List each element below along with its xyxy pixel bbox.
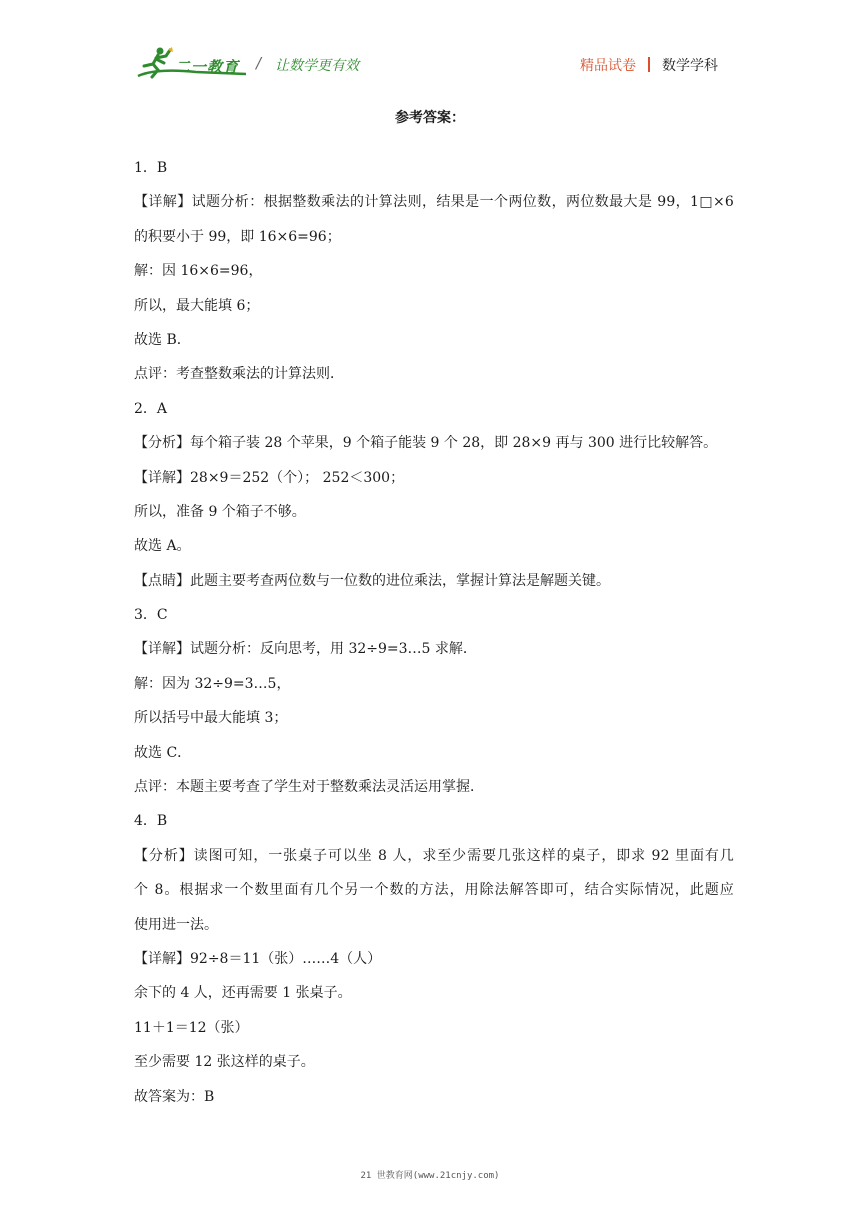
answer-line: 【分析】每个箱子装 28 个苹果，9 个箱子能装 9 个 28，即 28×9 再与 300 进行比较解答。 bbox=[134, 435, 718, 452]
header-right bbox=[580, 55, 718, 75]
answer-line: 11＋1＝12（张） bbox=[134, 1019, 249, 1036]
answer-line: 个 8。根据求一个数里面有几个另一个数的方法，用除法解答即可，结合实际情况，此题应 bbox=[134, 882, 734, 899]
answer-line: 【点睛】此题主要考查两位数与一位数的进位乘法，掌握计算法是解题关键。 bbox=[134, 572, 610, 589]
answer-line: 【详解】28×9＝252（个）； 252＜300； bbox=[134, 469, 405, 486]
answer-line: 故选 B． bbox=[134, 331, 191, 348]
brand-name: 二一教育 bbox=[175, 58, 240, 76]
answer-line: 所以，准备 9 个箱子不够。 bbox=[134, 503, 306, 520]
answer-line: 【详解】试题分析：根据整数乘法的计算法则，结果是一个两位数，两位数最大是 99，1□×6 bbox=[134, 194, 734, 211]
subject-label: 数学学科 bbox=[662, 58, 718, 74]
answer-line: 1．B bbox=[134, 160, 168, 176]
answer-line: 的积要小于 99，即 16×6=96； bbox=[134, 228, 341, 245]
answer-line: 所以括号中最大能填 3； bbox=[134, 710, 288, 727]
answer-content bbox=[134, 156, 734, 1119]
answer-line: 故选 A。 bbox=[134, 538, 191, 555]
answer-line: 解：因为 32÷9=3…5， bbox=[134, 675, 291, 692]
answer-line: 点评：本题主要考查了学生对于整数乘法灵活运用掌握． bbox=[134, 779, 484, 796]
header-separator: / bbox=[256, 54, 262, 72]
answer-line: 故答案为：B bbox=[134, 1088, 215, 1105]
divider-bar bbox=[648, 57, 650, 72]
answer-line: 使用进一法。 bbox=[134, 916, 218, 933]
answer-line: 3．C bbox=[134, 607, 168, 624]
answer-line: 所以，最大能填 6； bbox=[134, 297, 260, 314]
page-title: 参考答案： bbox=[395, 110, 465, 126]
answer-line: 2．A bbox=[134, 400, 168, 417]
brand-slogan: 让数学更有效 bbox=[275, 58, 359, 74]
answer-line: 至少需要 12 张这样的桌子。 bbox=[134, 1054, 315, 1071]
answer-line: 4．B bbox=[134, 813, 168, 830]
answer-line: 故选 C． bbox=[134, 744, 192, 761]
page-footer: 21 世教育网(www.21cnjy.com) bbox=[360, 1171, 500, 1181]
answer-line: 【详解】试题分析：反向思考，用 32÷9=3…5 求解． bbox=[134, 641, 477, 658]
page-header bbox=[0, 0, 860, 90]
badge-label: 精品试卷 bbox=[580, 58, 636, 74]
answer-line: 余下的 4 人，还再需要 1 张桌子。 bbox=[134, 985, 352, 1002]
answer-line: 【详解】92÷8＝11（张）……4（人） bbox=[134, 950, 382, 967]
answer-line: 点评：考查整数乘法的计算法则． bbox=[134, 366, 344, 383]
answer-line: 【分析】读图可知，一张桌子可以坐 8 人，求至少需要几张这样的桌子，即求 92 里面有几 bbox=[134, 847, 734, 864]
answer-line: 解：因 16×6=96， bbox=[134, 263, 263, 280]
